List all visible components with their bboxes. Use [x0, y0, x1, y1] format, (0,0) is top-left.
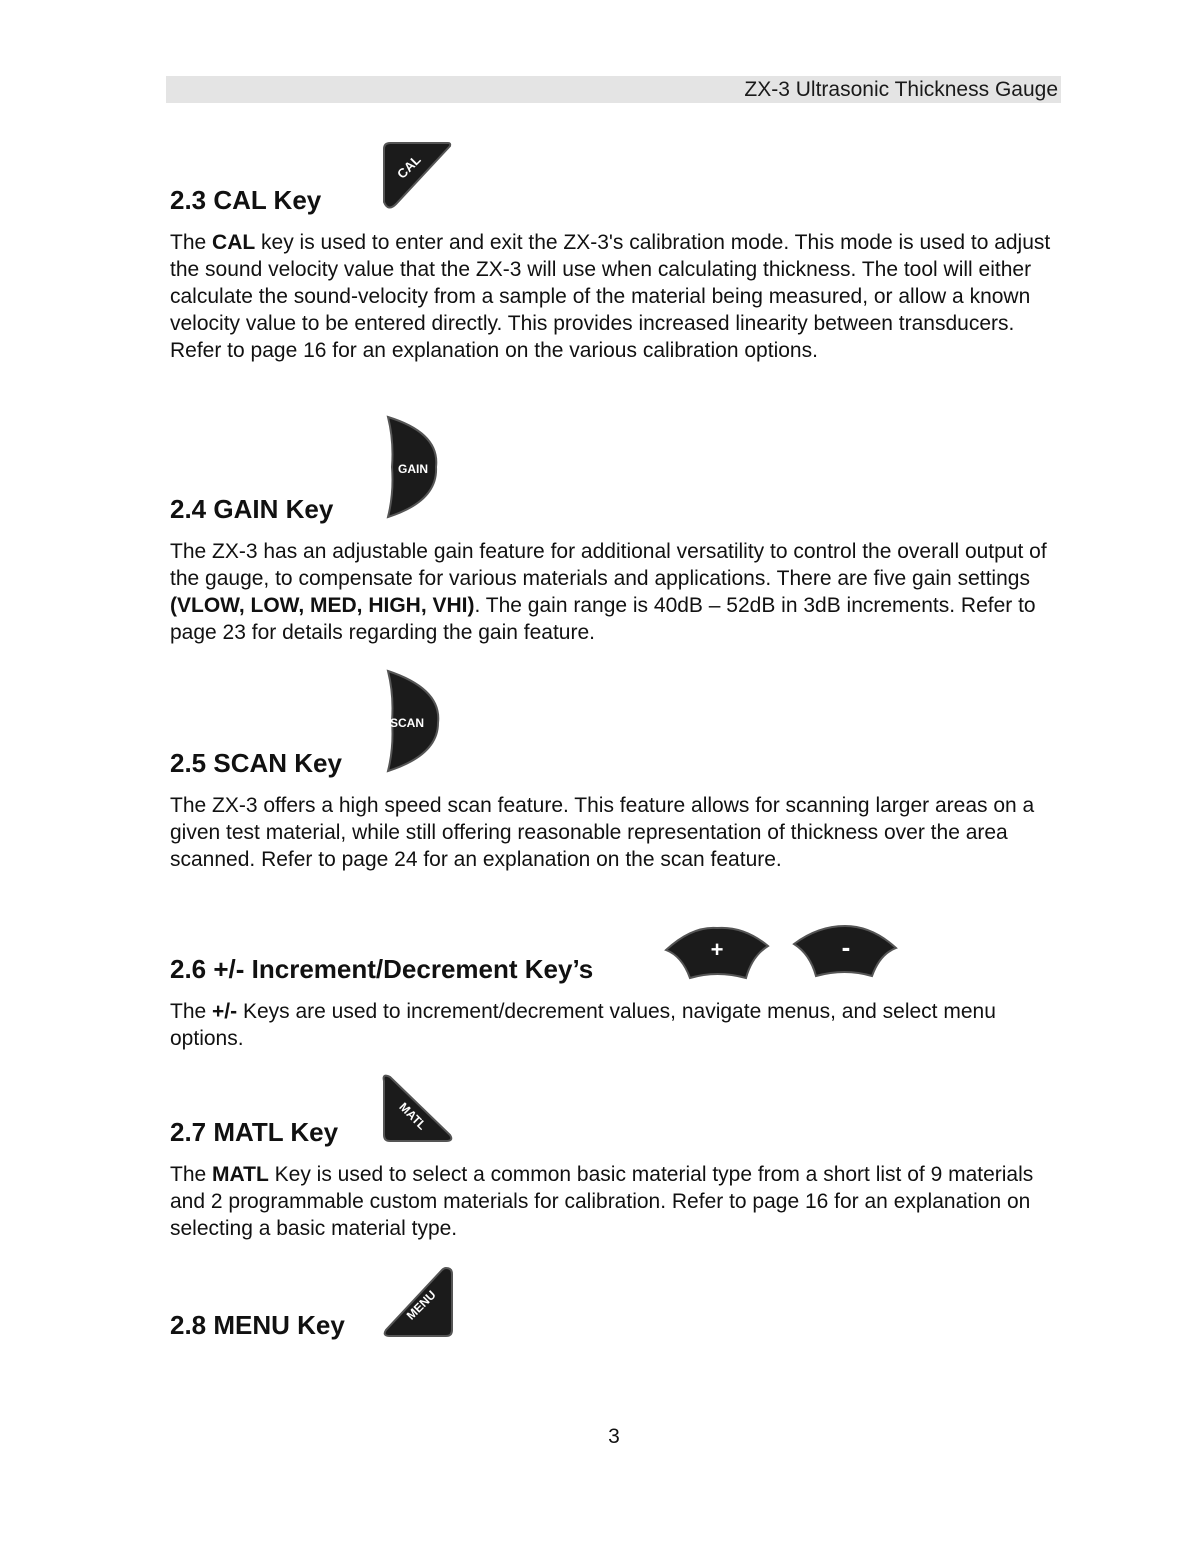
page-header	[166, 76, 1061, 103]
gain-description: The ZX-3 has an adjustable gain feature for additional versatility to control the overall output of the gauge, to compensate for various materials and applications. There are five gain settings (VLOW, LOW, MED, HIGH, VHI). The gain range is 40dB – 52dB in 3dB increments. Refer to page 23 for details regarding the gain feature.	[170, 540, 1047, 644]
scan-key-label: SCAN	[389, 716, 425, 730]
gain-key-icon	[380, 413, 440, 521]
minus-key-icon	[790, 922, 900, 980]
minus-key-label: -	[841, 932, 851, 962]
menu-key-label: MENU	[403, 1287, 439, 1323]
header-title: ZX-3 Ultrasonic Thickness Gauge	[744, 78, 1058, 101]
section-title-plus-minus: 2.6 +/- Increment/Decrement Key’s	[170, 954, 594, 984]
menu-key-icon	[380, 1264, 456, 1340]
scan-description: The ZX-3 offers a high speed scan feature. This feature allows for scanning larger areas on a given test material, while still offering reasonable representation of thickness over the area scanned. Refer to page 24 for an explanation on the scan feature.	[170, 794, 1035, 871]
section-title-scan: 2.5 SCAN Key	[170, 748, 342, 778]
matl-key-icon	[380, 1073, 456, 1145]
cal-key-label: CAL	[394, 152, 424, 182]
gain-key-label: GAIN	[398, 462, 428, 476]
section-title-menu: 2.8 MENU Key	[170, 1310, 345, 1340]
plus-key-label: +	[710, 937, 724, 962]
plus-minus-description: The +/- Keys are used to increment/decrement values, navigate menus, and select menu options.	[170, 1000, 996, 1050]
cal-key-icon	[382, 140, 454, 212]
plus-key-icon	[662, 924, 772, 982]
matl-key-label: MATL	[396, 1099, 430, 1133]
matl-description: The MATL Key is used to select a common basic material type from a short list of 9 materials and 2 programmable custom materials for calibration. Refer to page 16 for an explanation on selecting a basic material type.	[170, 1163, 1034, 1240]
section-title-matl: 2.7 MATL Key	[170, 1117, 339, 1147]
section-title-cal: 2.3 CAL Key	[170, 185, 322, 215]
page-number: 3	[608, 1425, 620, 1448]
scan-key-icon	[380, 667, 442, 775]
section-title-gain: 2.4 GAIN Key	[170, 494, 334, 524]
cal-description: The CAL key is used to enter and exit the ZX-3's calibration mode. This mode is used to adjust the sound velocity value that the ZX-3 will use when calculating thickness. The tool will either calculate the sound-velocity from a sample of the material being measured, or allow a known velocity value to be entered directly. This provides increased linearity between transducers. Refer to page 16 for an explanation on the various calibration options.	[170, 231, 1051, 362]
